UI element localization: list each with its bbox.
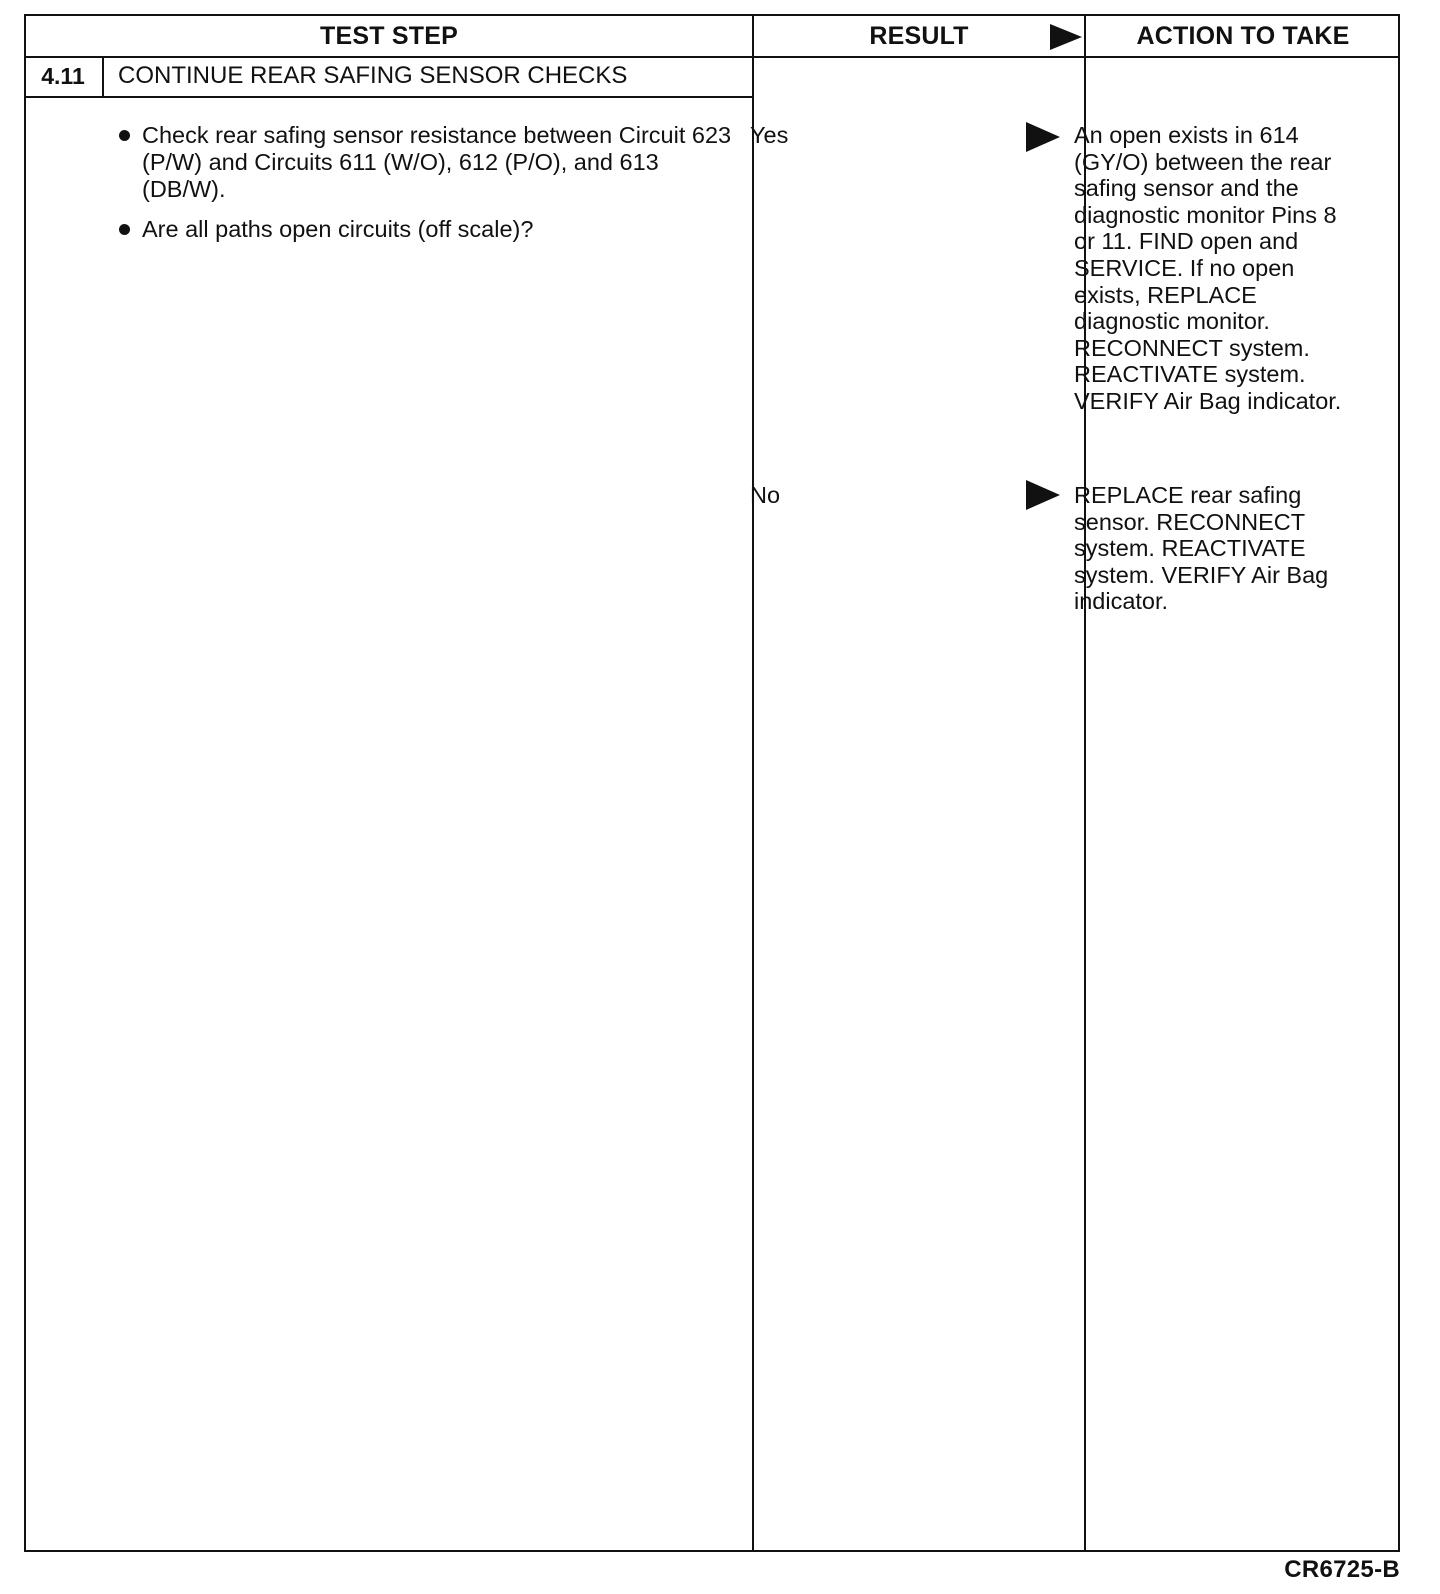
- header-result: RESULT: [869, 22, 969, 50]
- diagnostic-table: [24, 14, 1400, 1552]
- arrow-right-icon: [1026, 480, 1060, 510]
- action-no: REPLACE rear safing sensor. RECONNECT system. REACTIVATE system. VERIFY Air Bag indicator.: [1074, 482, 1329, 615]
- result-no: No: [750, 482, 781, 508]
- action-yes: An open exists in 614 (GY/O) between the rear safing sensor and the diagnostic monitor Pins 8 or 11. FIND open and SERVICE. If no open exists, REPLACE diagnostic monitor. RECONNECT system. REACTIVATE system. VERIFY Air Bag indicator.: [1074, 122, 1342, 414]
- test-step-instructions: [116, 122, 736, 256]
- bullet-icon: [119, 224, 130, 235]
- reference-code: CR6725-B: [1284, 1556, 1400, 1583]
- instruction-text: Check rear safing sensor resistance between Circuit 623 (P/W) and Circuits 611 (W/O), 612 (P/O), and 613 (DB/W).: [142, 122, 732, 202]
- column-divider-result: [752, 16, 754, 1550]
- arrow-right-icon: [1026, 122, 1060, 152]
- instruction-item: [116, 122, 736, 203]
- instruction-item: [116, 216, 736, 243]
- step-number: 4.11: [24, 56, 104, 96]
- header-test-step: TEST STEP: [320, 22, 458, 50]
- step-heading: [24, 56, 752, 98]
- header-arrow-icon: [1050, 24, 1082, 50]
- header-action-to-take: ACTION TO TAKE: [1136, 22, 1350, 50]
- result-yes: Yes: [750, 122, 789, 148]
- step-title: CONTINUE REAR SAFING SENSOR CHECKS: [118, 62, 628, 89]
- bullet-icon: [119, 130, 130, 141]
- instruction-text: Are all paths open circuits (off scale)?: [142, 216, 534, 242]
